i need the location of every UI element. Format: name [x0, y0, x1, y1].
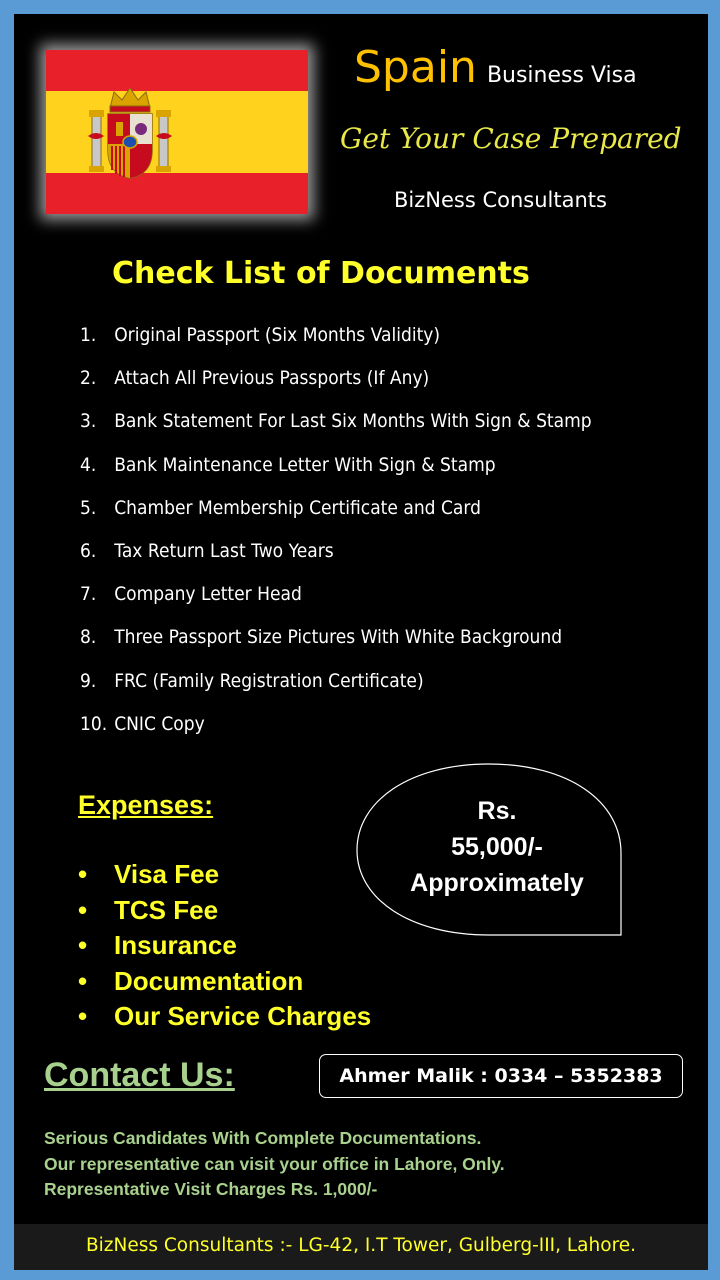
item-number: 3.	[80, 410, 97, 433]
checklist-item	[80, 536, 592, 579]
expense-label: Visa Fee	[114, 859, 220, 889]
item-number: 2.	[80, 367, 97, 390]
item-text: Company Letter Head	[114, 583, 302, 606]
checklist-item	[80, 622, 592, 665]
expense-item	[78, 893, 371, 929]
contact-phone-box[interactable]: Ahmer Malik : 0334 – 5352383	[319, 1054, 683, 1098]
item-number: 1.	[80, 324, 97, 346]
expenses-list	[78, 857, 371, 1035]
item-number: 7.	[80, 583, 97, 606]
checklist-item	[80, 363, 592, 406]
country-title: Spain	[354, 42, 477, 93]
footer-address: BizNess Consultants :- LG-42, I.T Tower, Gulberg-III, Lahore.	[14, 1224, 708, 1270]
checklist-item	[80, 666, 592, 709]
tagline: Get Your Case Prepared	[340, 122, 682, 155]
checklist-item	[80, 579, 592, 622]
coat-of-arms-icon	[86, 86, 174, 182]
contact-heading: Contact Us:	[44, 1056, 235, 1094]
bullet-icon: •	[78, 859, 88, 889]
price-text	[356, 793, 638, 901]
price-bubble	[356, 763, 622, 936]
company-name: BizNess Consultants	[394, 188, 607, 212]
item-text: CNIC Copy	[114, 712, 205, 735]
expense-item	[78, 964, 371, 1000]
item-text: Bank Statement For Last Six Months With Sign & Stamp	[114, 410, 592, 433]
note-line: Our representative can visit your office in Lahore, Only.	[44, 1153, 505, 1174]
bullet-icon: •	[78, 930, 88, 960]
expense-label: TCS Fee	[114, 894, 219, 925]
item-text: Original Passport (Six Months Validity)	[114, 324, 441, 346]
checklist-item	[80, 406, 592, 449]
checklist-title: Check List of Documents	[112, 256, 530, 291]
note-line: Representative Visit Charges Rs. 1,000/-	[44, 1179, 378, 1199]
title-row	[354, 42, 637, 93]
bullet-icon: •	[78, 965, 88, 996]
note-line: Serious Candidates With Complete Documentations.	[44, 1128, 482, 1148]
item-number: 8.	[80, 626, 97, 649]
item-text: Chamber Membership Certificate and Card	[114, 496, 481, 519]
item-text: Attach All Previous Passports (If Any)	[114, 367, 430, 390]
spain-flag-image	[46, 50, 308, 214]
price-currency: Rs.	[477, 797, 517, 825]
flag-red-top-stripe	[46, 50, 308, 91]
expense-label: Our Service Charges	[114, 1001, 372, 1031]
document-checklist	[80, 320, 648, 752]
visa-type-label: Business Visa	[486, 63, 637, 88]
bullet-icon: •	[78, 894, 88, 925]
item-number: 10.	[80, 712, 108, 735]
expense-item	[78, 857, 371, 893]
item-text: Bank Maintenance Letter With Sign & Stamp	[114, 453, 496, 476]
item-text: FRC (Family Registration Certificate)	[114, 669, 424, 692]
expenses-heading: Expenses:	[78, 790, 214, 820]
checklist-item	[80, 450, 592, 493]
contact-notes	[44, 1126, 505, 1203]
item-text: Tax Return Last Two Years	[114, 539, 334, 562]
expense-label: Insurance	[114, 930, 237, 960]
item-number: 9.	[80, 669, 97, 692]
price-amount: 55,000/-	[451, 833, 543, 861]
price-qualifier: Approximately	[410, 869, 584, 897]
checklist-item	[80, 709, 592, 752]
poster	[14, 14, 708, 1270]
expense-label: Documentation	[114, 965, 304, 996]
item-number: 4.	[80, 453, 97, 476]
checklist-item	[80, 320, 592, 363]
checklist-item	[80, 493, 592, 536]
bullet-icon: •	[78, 1001, 88, 1031]
expense-item	[78, 999, 371, 1035]
item-number: 5.	[80, 496, 97, 519]
item-text: Three Passport Size Pictures With White Background	[114, 626, 563, 649]
item-number: 6.	[80, 539, 97, 562]
expense-item	[78, 928, 371, 964]
